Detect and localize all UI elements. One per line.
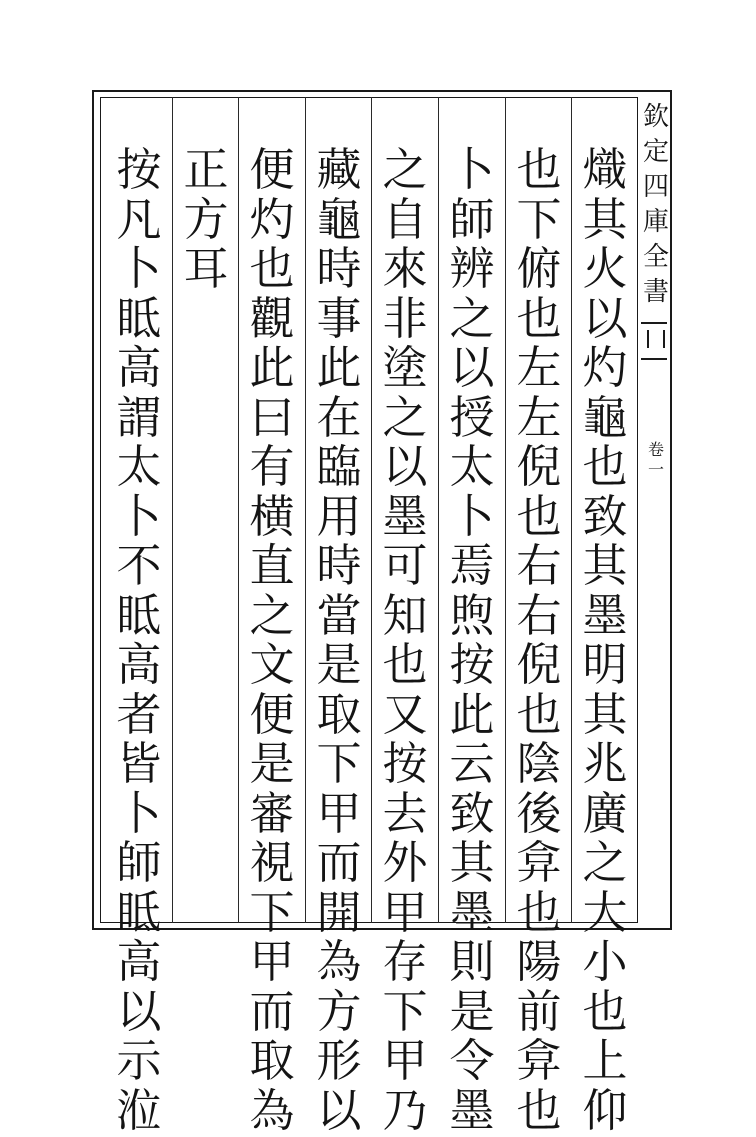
column-rule bbox=[438, 97, 439, 923]
text-column-7: 正方耳 bbox=[183, 143, 229, 295]
text-column-2: 也下俯也左左倪也右右倪也陰後弇也陽前弇也 bbox=[516, 143, 562, 1137]
book-title: 欽定四庫全書 bbox=[642, 102, 669, 307]
text-column-1: 熾其火以灼龜也致其墨明其兆廣之大小也上仰 bbox=[582, 143, 628, 1137]
text-column-3: 卜師辨之以授太卜焉煦按此云致其墨則是令墨 bbox=[449, 143, 495, 1137]
column-rule bbox=[505, 97, 506, 923]
text-column-6: 便灼也觀此曰有横直之文便是審視下甲而取為 bbox=[249, 143, 295, 1137]
column-rule bbox=[571, 97, 572, 923]
column-rule bbox=[305, 97, 306, 923]
volume-label: 卷一 bbox=[647, 440, 664, 479]
text-column-5: 藏龜時事此在臨用時當是取下甲而開為方形以 bbox=[316, 143, 362, 1137]
fish-tail-mark bbox=[641, 322, 667, 360]
text-column-8: 按凡卜眡高謂太卜不眡高者皆卜師眡高以示涖 bbox=[116, 143, 162, 1137]
text-column-4: 之自來非塗之以墨可知也又按去外甲存下甲乃 bbox=[382, 143, 428, 1137]
column-rule bbox=[238, 97, 239, 923]
column-rule bbox=[371, 97, 372, 923]
column-rule bbox=[172, 97, 173, 923]
